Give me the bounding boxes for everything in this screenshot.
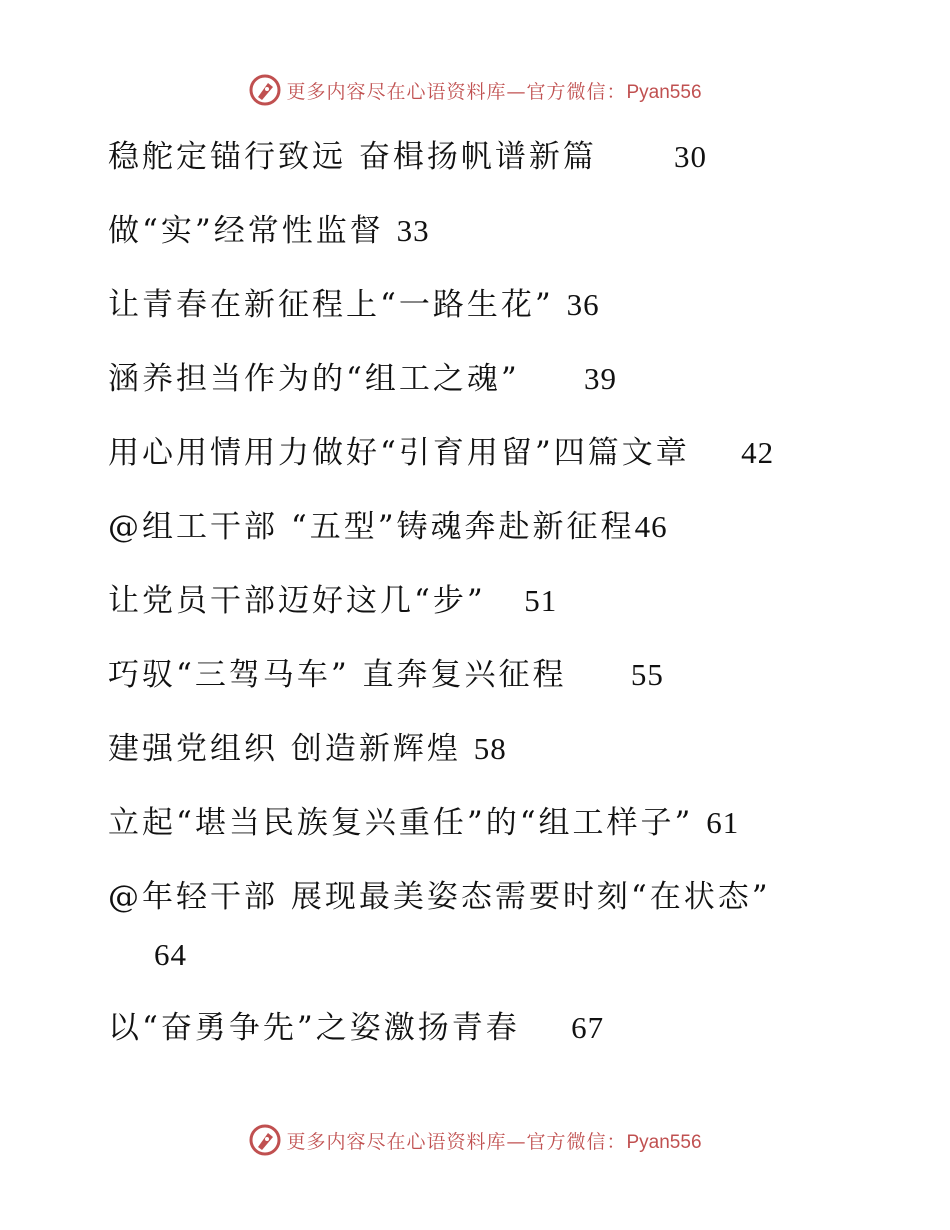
watermark-text: 更多内容尽在心语资料库—官方微信：Pyan556 <box>286 1130 702 1153</box>
toc-entry-title: 建强党组织 创造新辉煌 <box>108 731 461 767</box>
toc-entry[interactable] <box>108 712 828 786</box>
toc-entry-page: 61 <box>706 805 740 840</box>
toc-entry-page: 39 <box>583 361 617 396</box>
toc-entry[interactable] <box>108 194 828 268</box>
toc-entry[interactable] <box>108 342 828 416</box>
watermark-text: 更多内容尽在心语资料库—官方微信：Pyan556 <box>286 80 702 103</box>
toc-entry-title: 用心用情用力做好“引育用留”四篇文章 <box>108 435 690 471</box>
toc-entry-page: 58 <box>473 731 507 766</box>
toc-entry-title: @组工干部 “五型”铸魂奔赴新征程 <box>108 509 635 545</box>
pen-nib-circle-icon <box>248 1123 282 1157</box>
toc-entry-title: 让党员干部迈好这几“步” <box>108 583 486 619</box>
toc-entry[interactable] <box>108 120 828 194</box>
watermark-footer <box>0 1120 950 1160</box>
toc-entry[interactable] <box>108 991 828 1065</box>
toc-entry-page: 51 <box>524 583 558 618</box>
toc-entry-page: 33 <box>396 213 430 248</box>
toc-entry[interactable] <box>108 860 828 991</box>
toc-entry-page: 42 <box>741 435 775 470</box>
toc-entry-title: 稳舵定锚行致远 奋楫扬帆谱新篇 <box>108 139 597 175</box>
toc-entry-title: 立起“堪当民族复兴重任”的“组工样子” <box>108 805 694 841</box>
toc-entry-title: 让青春在新征程上“一路生花” <box>108 287 554 323</box>
toc-entry-title: @年轻干部 展现最美姿态需要时刻“在状态” <box>108 879 771 915</box>
toc-entry-title: 涵养担当作为的“组工之魂” <box>108 361 520 397</box>
toc-entry[interactable] <box>108 638 828 712</box>
toc-entry-title: 巧驭“三驾马车” 直奔复兴征程 <box>108 657 567 693</box>
toc-entry[interactable] <box>108 268 828 342</box>
toc-entry-page: 46 <box>634 509 668 544</box>
pen-nib-circle-icon <box>248 73 282 107</box>
toc-entry[interactable] <box>108 786 828 860</box>
table-of-contents <box>108 120 828 1065</box>
toc-entry-page: 67 <box>571 1010 605 1045</box>
toc-entry[interactable] <box>108 490 828 564</box>
toc-entry-title: 做“实”经常性监督 <box>108 213 384 249</box>
toc-entry-title: 以“奋勇争先”之姿激扬青春 <box>108 1010 520 1046</box>
toc-entry-page: 55 <box>630 657 664 692</box>
toc-entry-page: 36 <box>566 287 600 322</box>
toc-entry-page: 64 <box>154 937 187 972</box>
toc-entry[interactable] <box>108 416 828 490</box>
watermark-header <box>0 70 950 110</box>
toc-entry[interactable] <box>108 564 828 638</box>
toc-entry-page: 30 <box>673 139 707 174</box>
